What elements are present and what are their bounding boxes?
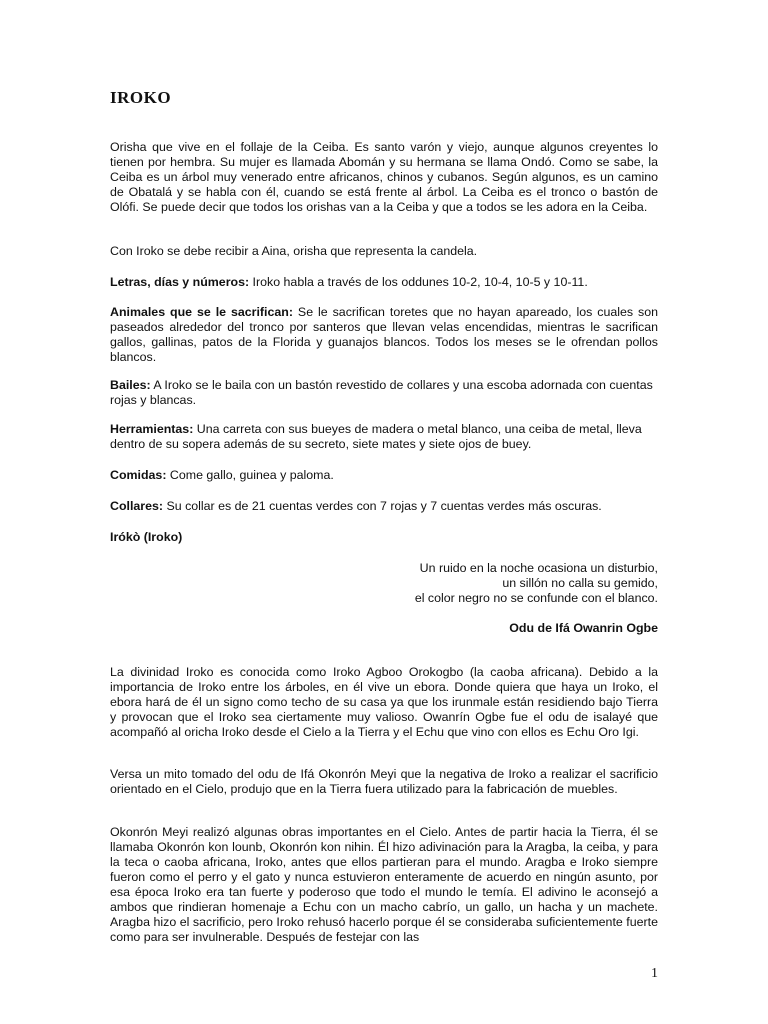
verse-line: el color negro no se confunde con el blanco. (414, 591, 658, 605)
bailes-label: Bailes: (110, 378, 151, 392)
page-number: 1 (651, 966, 658, 981)
verse-line: un sillón no calla su gemido, (502, 576, 658, 590)
herramientas-label: Herramientas: (110, 422, 194, 436)
animales-text: Se le sacrifican toretes que no hayan apareado, los cuales son paseados alrededor del tronco por santeros que llevan velas encendidas, mientras le sacrifican gallos, gallinas, patos de la Florida y guanajos blancos. Todos los meses se le ofrendan pollos blancos. (110, 305, 658, 364)
herramientas-text: Una carreta con sus bueyes de madera o metal blanco, una ceiba de metal, lleva dentro de su sopera además de su secreto, siete mates y siete ojos de buey. (110, 422, 642, 451)
letras-label: Letras, días y números: (110, 275, 250, 289)
bailes-text: A Iroko se le baila con un bastón revestido de collares y una escoba adornada con cuentas rojas y blancas. (110, 378, 653, 407)
collares-paragraph (110, 499, 658, 514)
comidas-paragraph (110, 468, 658, 483)
letras-paragraph (110, 275, 658, 290)
intro-paragraph: Orisha que vive en el follaje de la Ceiba. Es santo varón y viejo, aunque algunos creyentes lo tienen por hembra. Su mujer es llamada Abomán y su hermana se llama Ondó. Como se sabe, la Ceiba es un árbol muy venerado entre africanos, chinos y cubanos. Según algunos, es un camino de Obatalá y se habla con él, cuando se está frente al árbol. La Ceiba es el tronco o bastón de Olófi. Se puede decir que todos los orishas van a la Ceiba y que a todos se les adora en la Ceiba. (110, 140, 658, 214)
comidas-text: Come gallo, guinea y paloma. (166, 468, 334, 482)
comidas-label: Comidas: (110, 468, 167, 482)
animales-paragraph (110, 305, 658, 365)
collares-label: Collares: (110, 499, 164, 513)
aina-paragraph: Con Iroko se debe recibir a Aina, orisha que representa la candela. (110, 244, 478, 258)
bailes-paragraph (110, 378, 658, 408)
collares-text: Su collar es de 21 cuentas verdes con 7 rojas y 7 cuentas verdes más oscuras. (163, 499, 602, 513)
document-title: IROKO (110, 88, 172, 107)
letras-text: Iroko habla a través de los oddunes 10-2, 10-4, 10-5 y 10-11. (249, 275, 588, 289)
animales-label: Animales que se le sacrifican: (110, 305, 293, 319)
body-paragraph-3: Okonrón Meyi realizó algunas obras importantes en el Cielo. Antes de partir hacia la Tierra, él se llamaba Okonrón kon lounb, Okonrón kon nihin. Él hizo adivinación para la Aragba, la ceiba, y para la teca o caoba africana, Iroko, antes que ellos partieran para el mundo. Aragba e Iroko siempre fueron como el perro y el gato y nunca estuvieron enteramente de acuerdo en ningún asunto, por esa época Iroko era tan fuerte y poderoso que todo el mundo le temía. El adivino le aconsejó a ambos que rindieran homenaje a Echu con un macho cabrío, un gallo, un hacha y un machete. Aragba hizo el sacrificio, pero Iroko rehusó hacerlo porque él se consideraba suficientemente fuerte como para ser invulnerable. Después de festejar con las (110, 825, 658, 944)
verse-line: Un ruido en la noche ocasiona un disturbio, (419, 561, 658, 575)
odu-title: Odu de Ifá Owanrin Ogbe (509, 621, 658, 635)
body-paragraph-2: Versa un mito tomado del odu de Ifá Okonrón Meyi que la negativa de Iroko a realizar el sacrificio orientado en el Cielo, produjo que en la Tierra fuera utilizado para la fabricación de muebles. (110, 767, 658, 796)
verse-block (300, 561, 658, 606)
body-paragraph-1: La divinidad Iroko es conocida como Iroko Agboo Orokogbo (la caoba africana). Debido a la importancia de Iroko entre los árboles, en él vive un ebora. Donde quiera que haya un Iroko, el ebora hará de él un signo como techo de su casa ya que los irunmale están residiendo bajo Tierra y provocan que el Iroko sea ciertamente muy valioso. Owanrín Ogbe fue el odu de isalayé que acompañó al oricha Iroko desde el Cielo a la Tierra y el Echu que vino con ellos es Echu Oro Igi. (110, 665, 658, 739)
section-subheading: Irókò (Iroko) (110, 530, 183, 544)
herramientas-paragraph (110, 422, 658, 452)
